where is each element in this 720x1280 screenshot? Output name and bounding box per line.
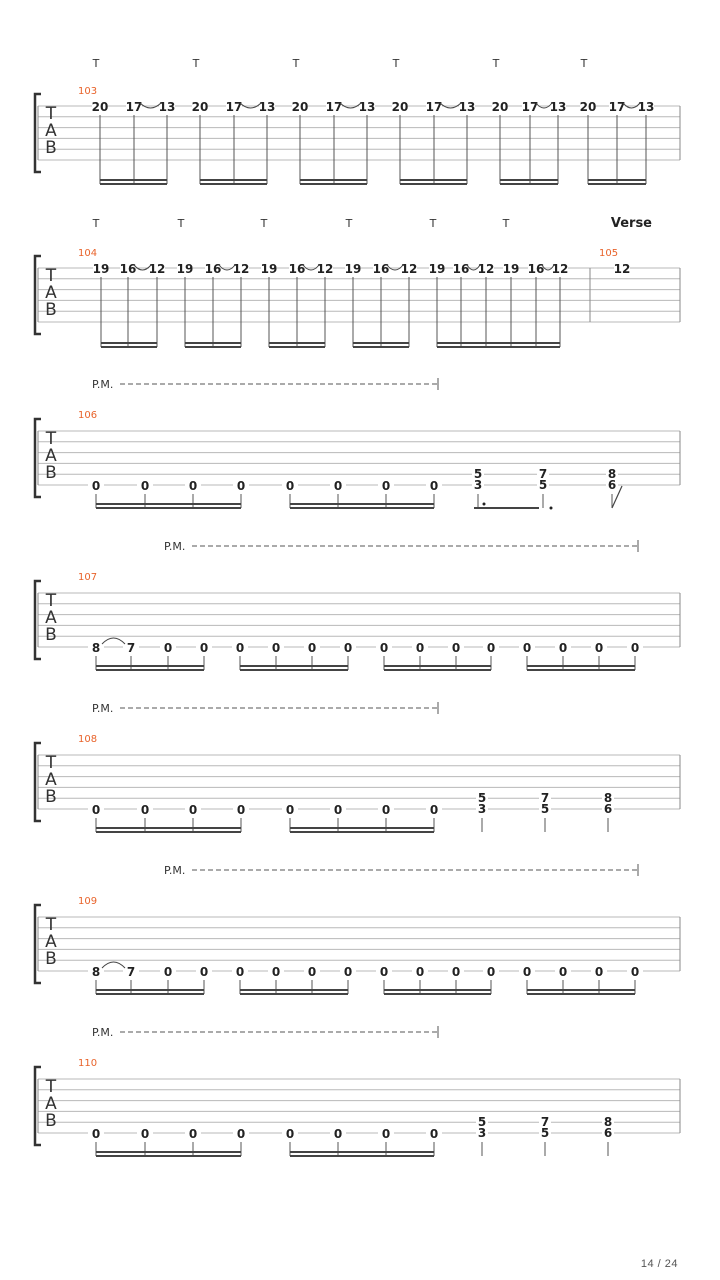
fret-number: 20 — [391, 100, 409, 114]
fret-number: 19 — [502, 262, 520, 276]
fret-number: 0 — [333, 479, 343, 493]
fret-number: 20 — [291, 100, 309, 114]
fret-number: 0 — [271, 641, 281, 655]
fret-number: 0 — [91, 803, 101, 817]
fret-number: 0 — [236, 1127, 246, 1141]
measure-number: 105 — [599, 248, 619, 259]
fret-number: 0 — [236, 803, 246, 817]
fret-number: 0 — [379, 965, 389, 979]
fret-number: 13 — [458, 100, 476, 114]
fret-number: 12 — [316, 262, 334, 276]
fret-number: 16 — [119, 262, 137, 276]
fret-number: 0 — [451, 965, 461, 979]
fret-number: 17 — [425, 100, 443, 114]
tap-mark: T — [345, 217, 353, 230]
fret-number: 0 — [381, 803, 391, 817]
fret-number: 0 — [285, 479, 295, 493]
fret-number: 0 — [379, 641, 389, 655]
fret-number: 17 — [125, 100, 143, 114]
fret-number: 16 — [527, 262, 545, 276]
fret-number: 5 — [540, 1126, 550, 1140]
tab-clef-letter: B — [45, 787, 57, 807]
tap-mark: T — [392, 57, 400, 70]
fret-number: 13 — [358, 100, 376, 114]
tab-clef-letter: A — [45, 1094, 57, 1114]
palm-mute-label: P.M. — [164, 540, 186, 553]
fret-number: 0 — [285, 803, 295, 817]
tab-clef-letter: T — [45, 591, 57, 611]
tap-mark: T — [260, 217, 268, 230]
fret-number: 8 — [91, 641, 101, 655]
fret-number: 0 — [381, 1127, 391, 1141]
fret-number: 16 — [204, 262, 222, 276]
tab-clef-letter: T — [45, 915, 57, 935]
fret-number: 0 — [91, 479, 101, 493]
fret-number: 0 — [307, 641, 317, 655]
tab-clef-letter: A — [45, 283, 57, 303]
fret-number: 0 — [343, 965, 353, 979]
page-number: 14 / 24 — [640, 1258, 678, 1270]
fret-number: 0 — [188, 1127, 198, 1141]
fret-number: 5 — [477, 1115, 487, 1130]
fret-number: 17 — [521, 100, 539, 114]
fret-number: 5 — [538, 478, 548, 492]
tie-arc — [102, 638, 125, 644]
fret-number: 7 — [540, 791, 550, 806]
fret-number: 0 — [271, 965, 281, 979]
fret-number: 0 — [415, 641, 425, 655]
tab-clef-letter: B — [45, 463, 57, 483]
fret-number: 0 — [199, 965, 209, 979]
fret-number: 13 — [258, 100, 276, 114]
fret-number: 8 — [607, 467, 617, 482]
palm-mute-label: P.M. — [164, 864, 186, 877]
fret-number: 6 — [603, 802, 613, 816]
fret-number: 0 — [188, 479, 198, 493]
fret-number: 19 — [344, 262, 362, 276]
fret-number: 0 — [235, 641, 245, 655]
fret-number: 0 — [522, 641, 532, 655]
fret-number: 3 — [477, 1126, 487, 1140]
fret-number: 0 — [235, 965, 245, 979]
tab-clef-letter: A — [45, 446, 57, 466]
fret-number: 0 — [381, 479, 391, 493]
fret-number: 0 — [429, 803, 439, 817]
measure-number: 108 — [78, 734, 98, 745]
fret-number: 0 — [594, 965, 604, 979]
fret-number: 0 — [630, 965, 640, 979]
fret-number: 3 — [473, 478, 483, 492]
palm-mute-label: P.M. — [92, 702, 114, 715]
fret-number: 12 — [477, 262, 495, 276]
fret-number: 19 — [92, 262, 110, 276]
fret-number: 12 — [232, 262, 250, 276]
fret-number: 0 — [486, 965, 496, 979]
fret-number: 17 — [325, 100, 343, 114]
fret-number: 12 — [613, 262, 631, 276]
tap-mark: T — [192, 57, 200, 70]
fret-number: 0 — [163, 641, 173, 655]
measure-number: 103 — [78, 86, 98, 97]
fret-number: 5 — [473, 467, 483, 482]
fret-number: 0 — [333, 1127, 343, 1141]
fret-number: 0 — [140, 803, 150, 817]
fret-number: 7 — [538, 467, 548, 482]
fret-number: 0 — [594, 641, 604, 655]
tab-clef-letter: T — [45, 429, 57, 449]
section-label: Verse — [610, 216, 652, 231]
fret-number: 8 — [603, 791, 613, 806]
fret-number: 0 — [429, 479, 439, 493]
fret-number: 20 — [491, 100, 509, 114]
fret-number: 8 — [91, 965, 101, 979]
tap-mark: T — [292, 57, 300, 70]
fret-number: 17 — [608, 100, 626, 114]
fret-number: 3 — [477, 802, 487, 816]
fret-number: 0 — [140, 479, 150, 493]
tab-clef-letter: A — [45, 932, 57, 952]
fret-number: 17 — [225, 100, 243, 114]
tab-clef-letter: A — [45, 121, 57, 141]
tab-clef-letter: B — [45, 138, 57, 158]
tap-mark: T — [177, 217, 185, 230]
measure-number: 106 — [78, 410, 98, 421]
tap-mark: T — [429, 217, 437, 230]
fret-number: 16 — [452, 262, 470, 276]
palm-mute-label: P.M. — [92, 378, 114, 391]
tie-arc — [102, 962, 125, 968]
fret-number: 12 — [400, 262, 418, 276]
tab-clef-letter: A — [45, 608, 57, 628]
palm-mute-label: P.M. — [92, 1026, 114, 1039]
fret-number: 20 — [191, 100, 209, 114]
measure-number: 110 — [78, 1058, 98, 1069]
fret-number: 0 — [188, 803, 198, 817]
fret-number: 13 — [158, 100, 176, 114]
fret-number: 0 — [486, 641, 496, 655]
tap-mark: T — [92, 57, 100, 70]
tab-clef-letter: A — [45, 770, 57, 790]
tab-clef-letter: B — [45, 1111, 57, 1131]
tap-mark: T — [502, 217, 510, 230]
fret-number: 7 — [540, 1115, 550, 1130]
fret-number: 0 — [343, 641, 353, 655]
dot — [483, 503, 486, 506]
fret-number: 0 — [558, 641, 568, 655]
fret-number: 13 — [549, 100, 567, 114]
fret-number: 0 — [236, 479, 246, 493]
fret-number: 5 — [540, 802, 550, 816]
tab-clef-letter: T — [45, 1077, 57, 1097]
fret-number: 0 — [163, 965, 173, 979]
tap-mark: T — [580, 57, 588, 70]
fret-number: 0 — [429, 1127, 439, 1141]
fret-number: 0 — [307, 965, 317, 979]
tab-clef-letter: T — [45, 104, 57, 124]
fret-number: 20 — [579, 100, 597, 114]
fret-number: 12 — [551, 262, 569, 276]
measure-number: 107 — [78, 572, 98, 583]
fret-number: 7 — [126, 965, 136, 979]
fret-number: 16 — [288, 262, 306, 276]
fret-number: 0 — [451, 641, 461, 655]
fret-number: 0 — [333, 803, 343, 817]
fret-number: 0 — [91, 1127, 101, 1141]
fret-number: 7 — [126, 641, 136, 655]
fret-number: 19 — [260, 262, 278, 276]
tab-clef-letter: B — [45, 625, 57, 645]
fret-number: 5 — [477, 791, 487, 806]
fret-number: 6 — [607, 478, 617, 492]
fret-number: 12 — [148, 262, 166, 276]
fret-number: 19 — [428, 262, 446, 276]
tab-clef-letter: T — [45, 753, 57, 773]
fret-number: 16 — [372, 262, 390, 276]
fret-number: 20 — [91, 100, 109, 114]
tab-clef-letter: B — [45, 949, 57, 969]
fret-number: 0 — [140, 1127, 150, 1141]
fret-number: 8 — [603, 1115, 613, 1130]
tap-mark: T — [492, 57, 500, 70]
fret-number: 0 — [285, 1127, 295, 1141]
dot — [550, 507, 553, 510]
fret-number: 0 — [415, 965, 425, 979]
tab-clef-letter: B — [45, 300, 57, 320]
fret-number: 6 — [603, 1126, 613, 1140]
fret-number: 0 — [558, 965, 568, 979]
tap-mark: T — [92, 217, 100, 230]
fret-number: 0 — [522, 965, 532, 979]
tab-clef-letter: T — [45, 266, 57, 286]
measure-number: 104 — [78, 248, 98, 259]
fret-number: 13 — [637, 100, 655, 114]
measure-number: 109 — [78, 896, 98, 907]
fret-number: 0 — [199, 641, 209, 655]
fret-number: 19 — [176, 262, 194, 276]
fret-number: 0 — [630, 641, 640, 655]
